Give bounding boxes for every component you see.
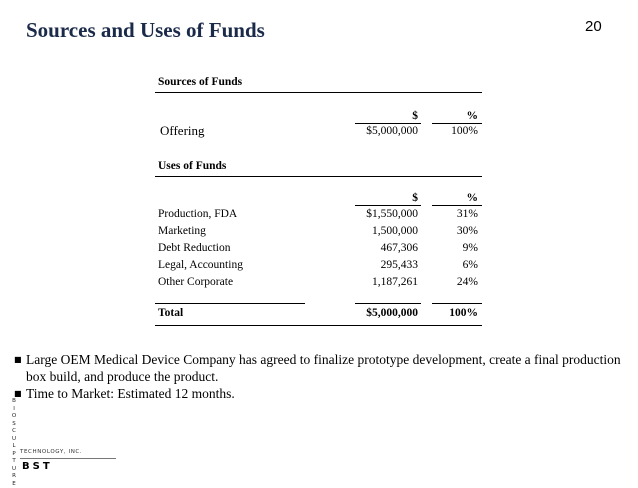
sources-title: Sources of Funds	[158, 76, 242, 88]
uses-row-other-percent: 24%	[457, 276, 478, 288]
logo-letter: E	[8, 481, 20, 488]
logo-letter: U	[8, 466, 20, 474]
uses-row-legal-label: Legal, Accounting	[158, 259, 243, 271]
sources-percent-header: %	[467, 110, 479, 122]
bullet-text: Large OEM Medical Device Company has agreed to finalize prototype development, create a final production box build, and produce the product.	[26, 351, 630, 385]
total-bottom-rule	[155, 325, 482, 326]
square-bullet-icon: ■	[14, 351, 26, 385]
total-label: Total	[158, 307, 183, 319]
slide-title: Sources and Uses of Funds	[26, 18, 265, 43]
company-logo	[8, 398, 118, 478]
logo-vertical-text	[8, 398, 20, 488]
total-percent-rule	[432, 303, 482, 304]
uses-amount-header-rule	[355, 205, 421, 206]
uses-row-production-label: Production, FDA	[158, 208, 237, 220]
uses-row-marketing-label: Marketing	[158, 225, 206, 237]
uses-title: Uses of Funds	[158, 160, 226, 172]
uses-row-legal-percent: 6%	[463, 259, 478, 271]
sources-title-rule	[155, 92, 482, 93]
logo-letter: T	[8, 458, 20, 466]
sources-row-offering-percent: 100%	[451, 125, 478, 137]
uses-row-other-label: Other Corporate	[158, 276, 233, 288]
uses-percent-header-rule	[432, 205, 482, 206]
uses-row-legal-amount: 295,433	[381, 259, 418, 271]
logo-divider	[20, 458, 116, 459]
total-label-rule	[155, 303, 305, 304]
logo-letter: C	[8, 428, 20, 436]
total-percent: 100%	[449, 307, 478, 319]
square-bullet-icon: ■	[14, 385, 26, 402]
logo-letter: L	[8, 443, 20, 451]
total-amount-rule	[355, 303, 421, 304]
bullet-item	[14, 351, 630, 385]
logo-letter: U	[8, 436, 20, 444]
logo-letter: O	[8, 413, 20, 421]
bullet-list	[14, 351, 630, 402]
uses-row-other-amount: 1,187,261	[372, 276, 418, 288]
total-amount: $5,000,000	[366, 307, 418, 319]
sources-amount-header: $	[412, 110, 418, 122]
uses-row-marketing-percent: 30%	[457, 225, 478, 237]
sources-row-offering-amount: $5,000,000	[366, 125, 418, 137]
page-number: 20	[585, 18, 602, 35]
uses-row-debt-label: Debt Reduction	[158, 242, 231, 254]
sources-amount-header-rule	[355, 123, 421, 124]
logo-letter: R	[8, 473, 20, 481]
uses-row-production-percent: 31%	[457, 208, 478, 220]
logo-subtitle: TECHNOLOGY, INC.	[20, 449, 82, 455]
logo-letter: P	[8, 451, 20, 459]
logo-mark: BST	[22, 461, 53, 472]
logo-letter: S	[8, 421, 20, 429]
uses-row-production-amount: $1,550,000	[366, 208, 418, 220]
bullet-text: Time to Market: Estimated 12 months.	[26, 385, 630, 402]
uses-percent-header: %	[467, 192, 479, 204]
uses-row-debt-percent: 9%	[463, 242, 478, 254]
uses-amount-header: $	[412, 192, 418, 204]
uses-row-marketing-amount: 1,500,000	[372, 225, 418, 237]
sources-percent-header-rule	[432, 123, 482, 124]
logo-letter: B	[8, 398, 20, 406]
uses-title-rule	[155, 176, 482, 177]
logo-letter: I	[8, 406, 20, 414]
uses-row-debt-amount: 467,306	[381, 242, 418, 254]
sources-row-offering-label: Offering	[160, 123, 205, 139]
